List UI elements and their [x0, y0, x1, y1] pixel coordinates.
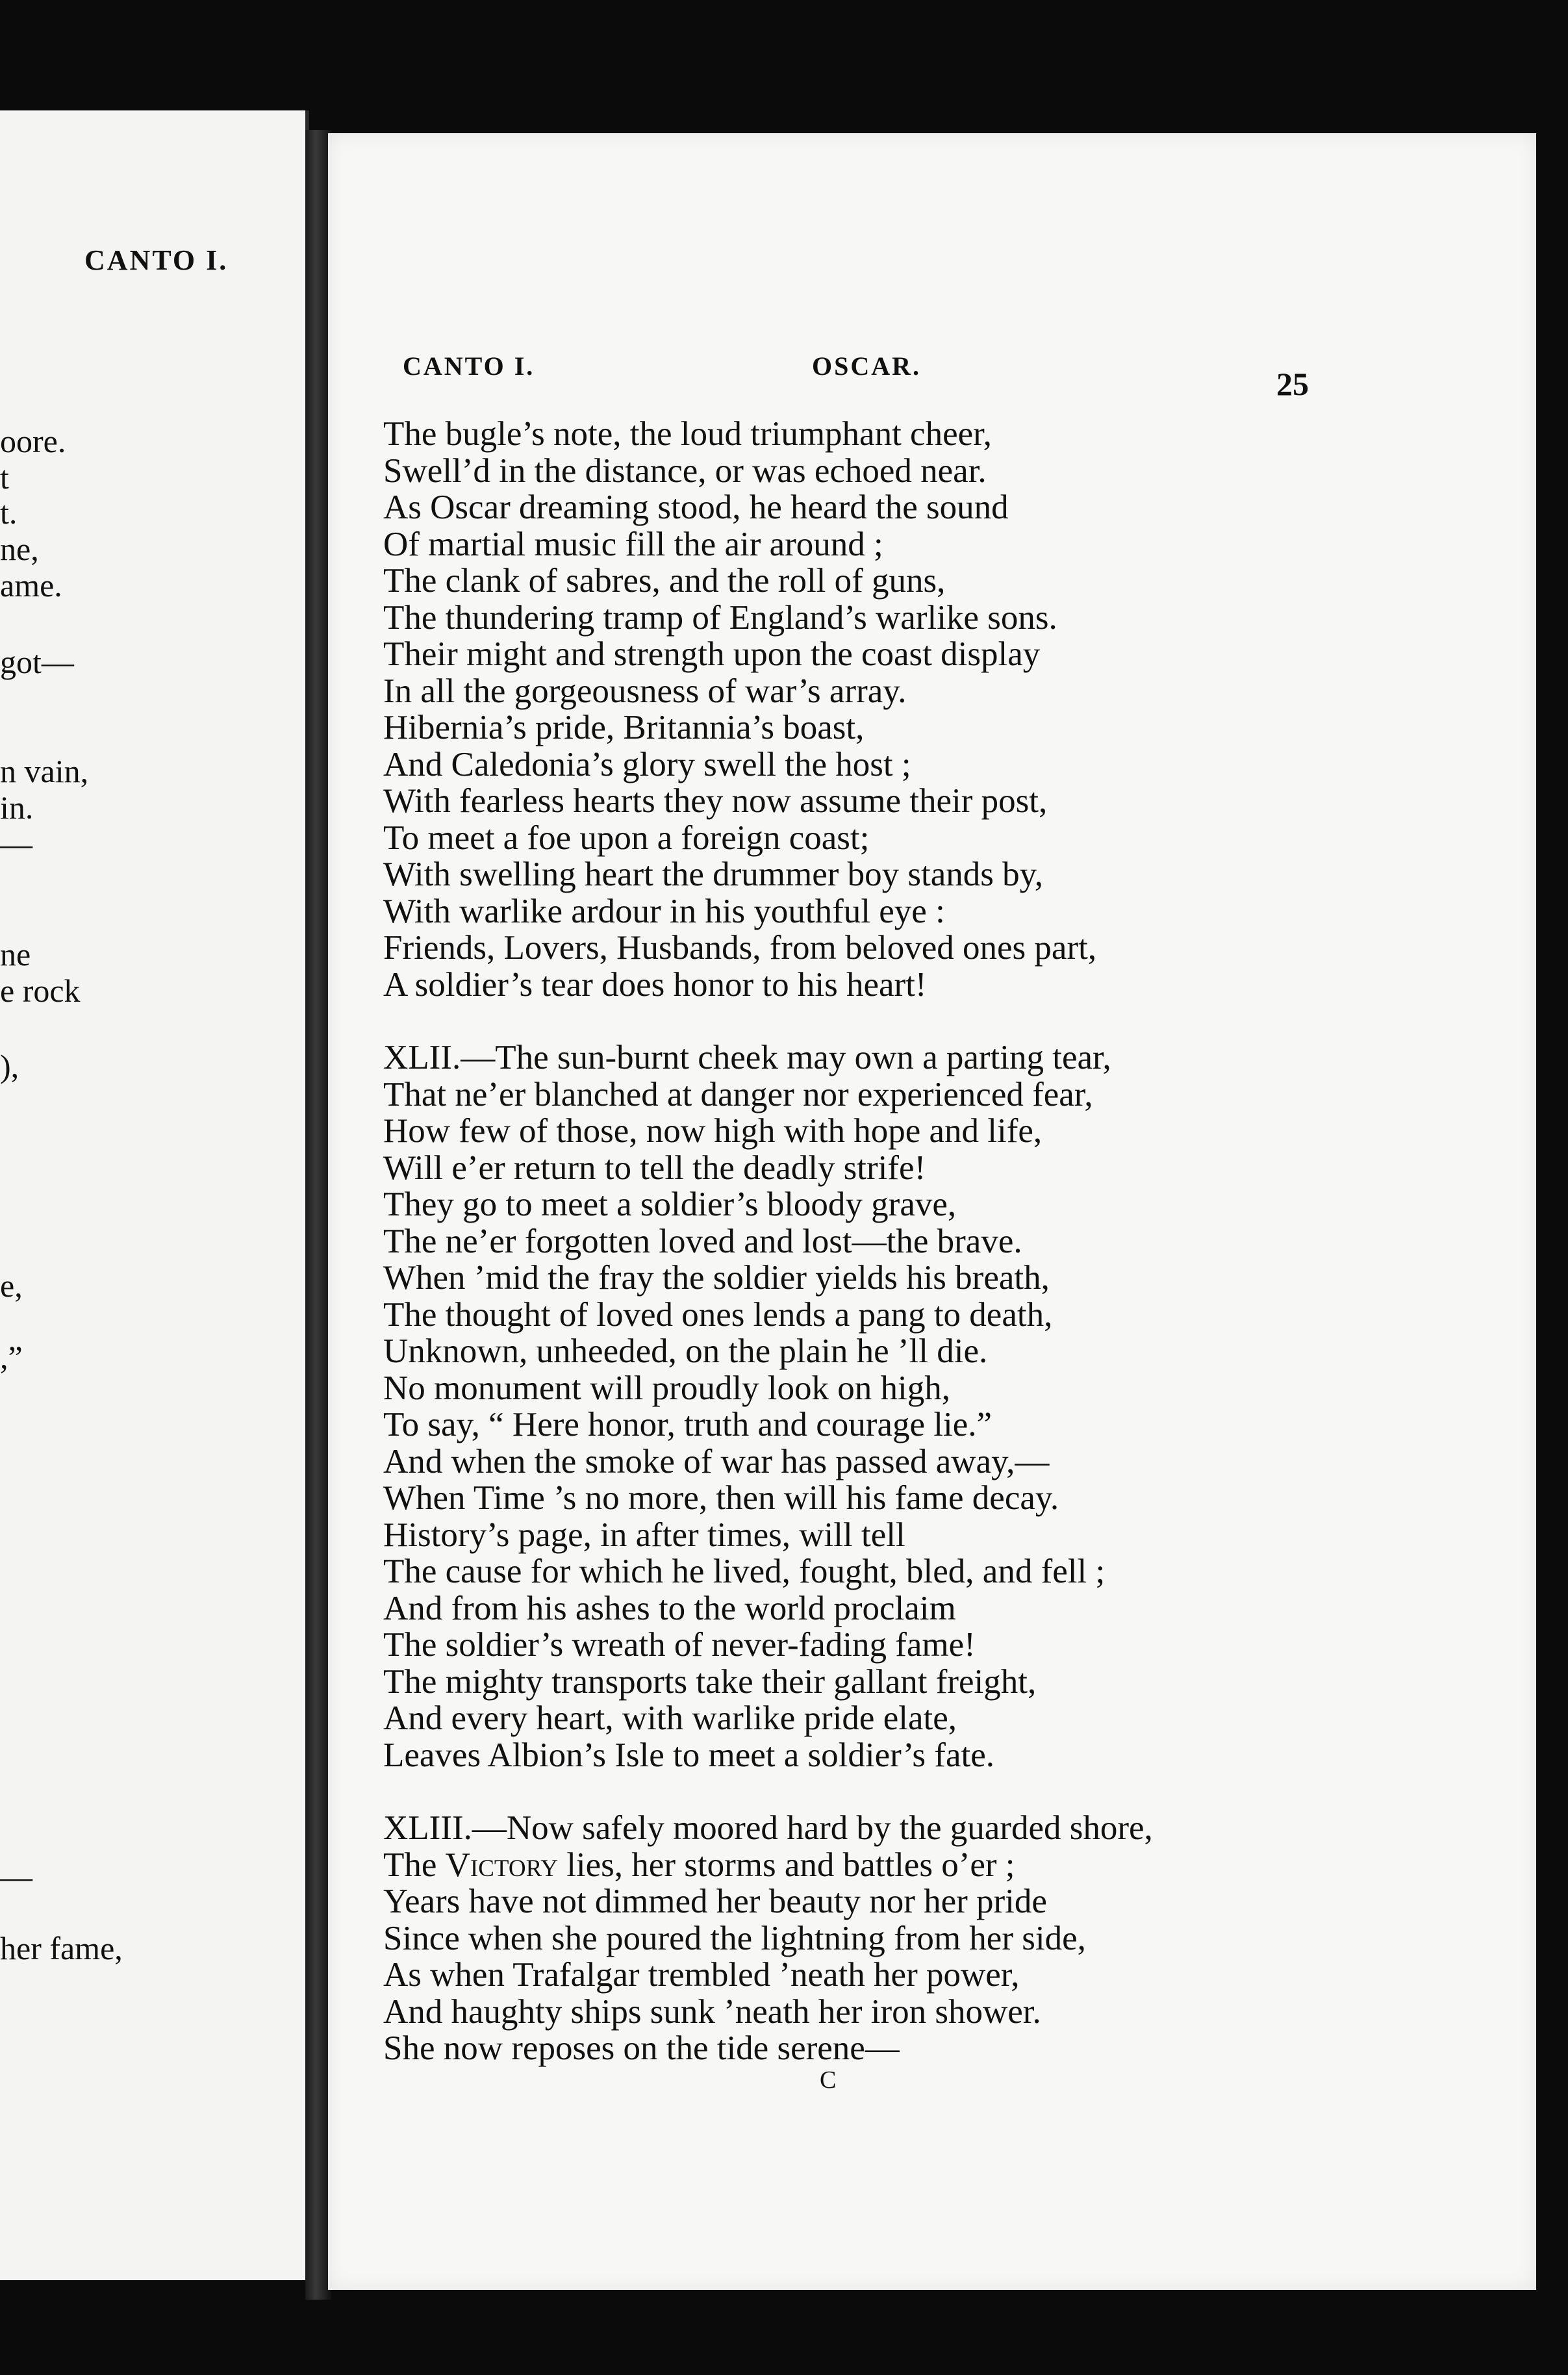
- poem-line: The soldier’s wreath of never-fading fame!: [383, 1626, 976, 1664]
- stanza-break: [383, 1773, 1358, 1810]
- poem-line: And when the smoke of war has passed away,—: [383, 1442, 1050, 1480]
- stanza-break: [383, 1003, 1358, 1039]
- poem-line: When ’mid the fray the soldier yields his breath,: [383, 1259, 1050, 1297]
- poem-line: And from his ashes to the world proclaim: [383, 1589, 956, 1627]
- poem-line: History’s page, in after times, will tell: [383, 1516, 905, 1554]
- poem-line: With fearless hearts they now assume their post,: [383, 782, 1048, 820]
- poem-line: No monument will proudly look on high,: [383, 1369, 950, 1407]
- poem-line: The cause for which he lived, fought, bled, and fell ;: [383, 1553, 1106, 1590]
- poem-line: The Victory lies, her storms and battles o’er ;: [383, 1846, 1015, 1884]
- poem-line: The ne’er forgotten loved and lost—the brave.: [383, 1222, 1022, 1260]
- poem-line: Will e’er return to tell the deadly strife!: [383, 1149, 926, 1187]
- poem-text: [383, 416, 1358, 2067]
- poem-line: XLII.—The sun-burnt cheek may own a parting tear,: [383, 1039, 1111, 1076]
- poem-line: Leaves Albion’s Isle to meet a soldier’s fate.: [383, 1736, 994, 1774]
- left-page-fragment: ne: [0, 936, 31, 972]
- left-page-fragment: t: [0, 459, 9, 496]
- book-gutter: [305, 130, 331, 2300]
- poem-line: Friends, Lovers, Husbands, from beloved ones part,: [383, 929, 1097, 967]
- left-page-fragment: in.: [0, 789, 34, 826]
- poem-line: The clank of sabres, and the roll of guns,: [383, 562, 946, 600]
- poem-line: Their might and strength upon the coast display: [383, 635, 1041, 673]
- poem-line: Unknown, unheeded, on the plain he ’ll die.: [383, 1332, 988, 1370]
- poem-line: XLIII.—Now safely moored hard by the guarded shore,: [383, 1809, 1153, 1847]
- left-running-header: CANTO I.: [84, 244, 229, 276]
- poem-line: How few of those, now high with hope and life,: [383, 1112, 1043, 1150]
- left-page-fragment: ),: [0, 1048, 19, 1084]
- poem-line: Hibernia’s pride, Britannia’s boast,: [383, 709, 865, 746]
- left-page-fragment: ame.: [0, 567, 62, 603]
- poem-line: She now reposes on the tide serene—: [383, 2029, 900, 2067]
- left-page-fragment: ne,: [0, 531, 39, 567]
- poem-line: And haughty ships sunk ’neath her iron shower.: [383, 1992, 1041, 2031]
- left-page-fragment: her fame,: [0, 1930, 123, 1966]
- signature-mark: C: [820, 2066, 837, 2094]
- left-page-fragment: n vain,: [0, 753, 89, 789]
- poem-line: The mighty transports take their gallant freight,: [383, 1662, 1037, 1701]
- poem-line: Since when she poured the lightning from her side,: [383, 1919, 1086, 1957]
- poem-line: And Caledonia’s glory swell the host ;: [383, 745, 911, 783]
- poem-line: A soldier’s tear does honor to his heart!: [383, 965, 927, 1004]
- running-header-canto: CANTO I.: [403, 351, 535, 381]
- poem-line: When Time ’s no more, then will his fame decay.: [383, 1479, 1059, 1517]
- poem-line: The bugle’s note, the loud triumphant cheer,: [383, 415, 992, 453]
- poem-line: To meet a foe upon a foreign coast;: [383, 819, 870, 857]
- page-number: 25: [1276, 366, 1309, 402]
- running-header-title: OSCAR.: [812, 351, 922, 381]
- poem-line: As when Trafalgar trembled ’neath her power,: [383, 1956, 1020, 1994]
- poem-line: They go to meet a soldier’s bloody grave,: [383, 1186, 957, 1223]
- left-page-fragment: e,: [0, 1267, 23, 1304]
- left-page-fragment: oore.: [0, 423, 66, 459]
- left-page-fragment: —: [0, 1859, 32, 1895]
- left-page-fragment: e rock: [0, 972, 81, 1009]
- poem-line: With warlike ardour in his youthful eye :: [383, 892, 945, 930]
- poem-line: As Oscar dreaming stood, he heard the sound: [383, 489, 1009, 526]
- poem-line: Years have not dimmed her beauty nor her pride: [383, 1883, 1047, 1920]
- poem-line: That ne’er blanched at danger nor experienced fear,: [383, 1075, 1093, 1113]
- poem-line: The thundering tramp of England’s warlike sons.: [383, 598, 1057, 637]
- left-page-fragment: ,”: [0, 1339, 23, 1375]
- left-page-fragment: —: [0, 826, 32, 862]
- poem-line: Swell’d in the distance, or was echoed near.: [383, 451, 987, 490]
- poem-line: Of martial music fill the air around ;: [383, 525, 883, 563]
- poem-line: The thought of loved ones lends a pang to death,: [383, 1295, 1053, 1334]
- poem-line: To say, “ Here honor, truth and courage lie.”: [383, 1406, 992, 1443]
- left-page-fragment: t.: [0, 494, 18, 531]
- poem-line: With swelling heart the drummer boy stands by,: [383, 856, 1043, 893]
- poem-line: In all the gorgeousness of war’s array.: [383, 672, 907, 710]
- left-page-fragment: got—: [0, 644, 74, 680]
- poem-line: And every heart, with warlike pride elate,: [383, 1699, 957, 1737]
